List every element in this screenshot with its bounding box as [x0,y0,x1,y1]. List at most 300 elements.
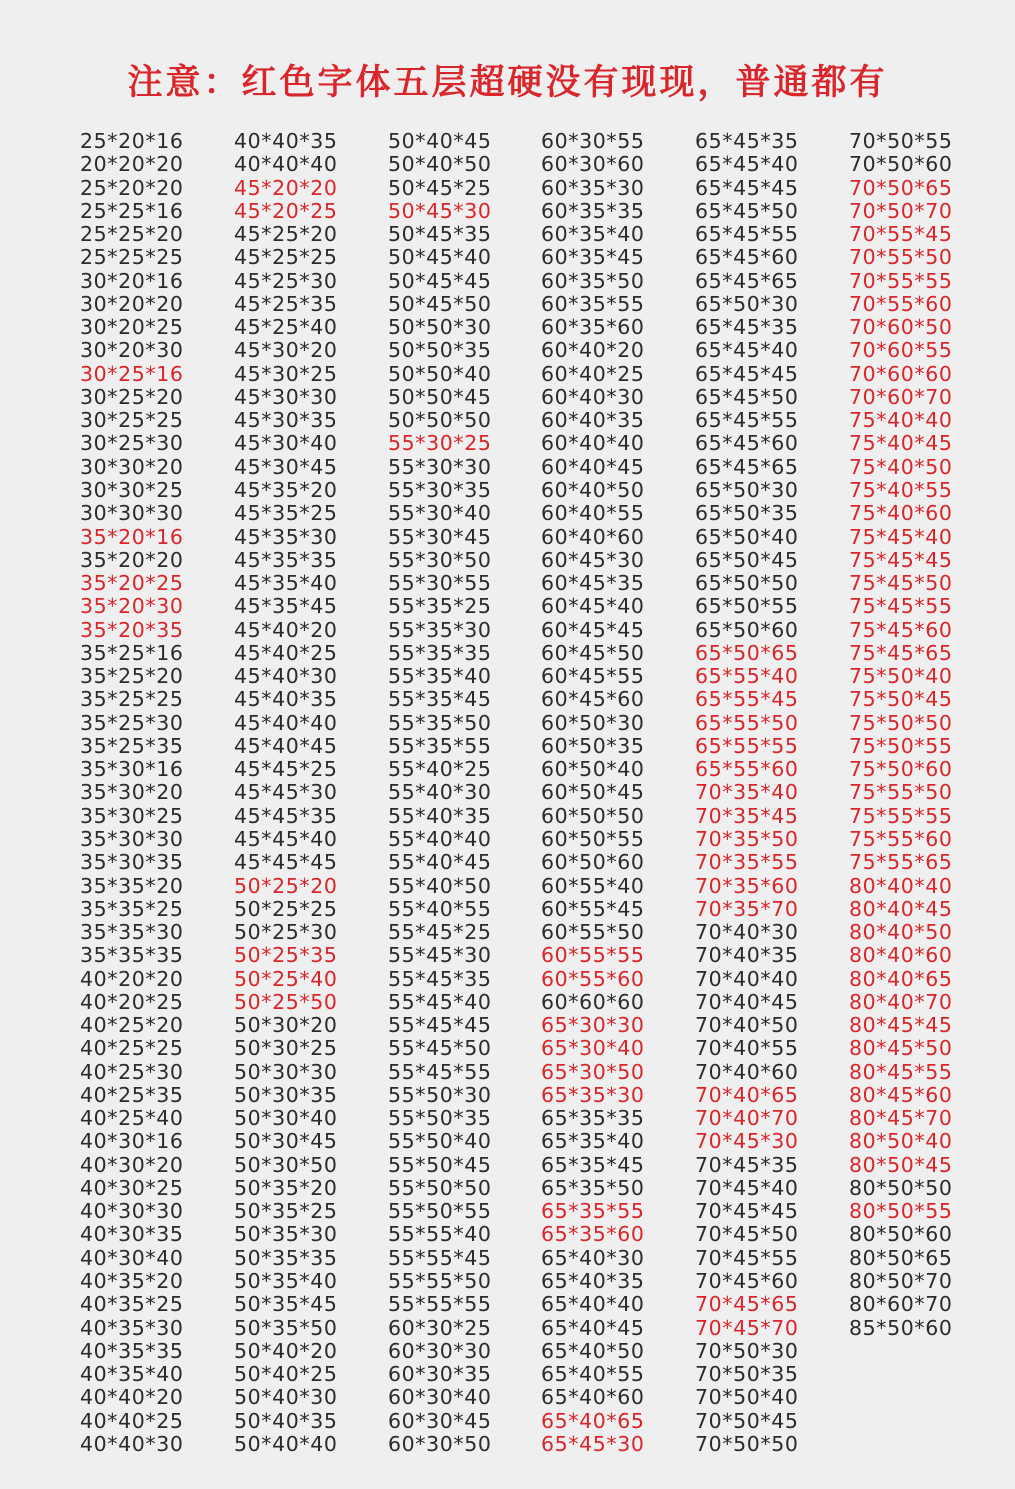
size-item: 80*50*55 [849,1199,953,1224]
size-item: 50*45*35 [388,222,492,247]
size-item: 60*30*40 [388,1385,492,1410]
size-item: 75*55*65 [849,850,953,875]
size-item: 65*40*65 [541,1408,645,1433]
size-item: 55*35*50 [388,710,492,735]
size-item: 60*45*55 [541,664,645,689]
size-item: 65*45*50 [695,384,799,409]
size-item: 80*45*50 [849,1036,953,1061]
size-item: 55*30*25 [388,431,492,456]
size-item: 40*30*35 [80,1222,184,1247]
size-item: 70*40*30 [695,920,799,945]
size-item: 45*45*25 [234,757,338,782]
size-item: 75*55*60 [849,826,953,851]
size-column-1 [80,130,230,1456]
size-item: 60*40*30 [541,384,645,409]
size-item: 30*30*30 [80,501,184,526]
size-item: 55*45*55 [388,1059,492,1084]
size-item: 50*30*20 [234,1013,338,1038]
size-item: 75*40*45 [849,431,953,456]
size-item: 35*25*16 [80,640,184,665]
size-item: 70*40*35 [695,943,799,968]
size-item: 55*40*55 [388,896,492,921]
size-item: 55*30*55 [388,571,492,596]
size-item: 60*50*55 [541,826,645,851]
size-item: 55*30*40 [388,501,492,526]
size-item: 45*30*45 [234,454,338,479]
size-item: 55*55*55 [388,1292,492,1317]
size-item: 70*55*60 [849,291,953,316]
size-item: 45*25*35 [234,291,338,316]
size-item: 60*35*45 [541,245,645,270]
size-item: 70*50*55 [849,129,953,153]
size-item: 70*40*45 [695,989,799,1014]
size-item: 60*45*40 [541,594,645,619]
page-title: 注意：红色字体五层超硬没有现现，普通都有 [127,63,888,103]
size-item: 35*30*30 [80,826,184,851]
size-item: 30*20*30 [80,338,184,363]
size-item: 65*50*60 [695,617,799,642]
size-item: 60*45*35 [541,571,645,596]
size-item: 60*40*40 [541,431,645,456]
size-item: 50*25*50 [234,989,338,1014]
size-item: 40*40*40 [234,152,338,177]
size-item: 50*30*30 [234,1059,338,1084]
size-item: 70*40*50 [695,1013,799,1038]
size-item: 60*30*60 [541,152,645,177]
size-item: 55*40*50 [388,873,492,898]
size-item: 50*40*30 [234,1385,338,1410]
size-item: 75*45*55 [849,594,953,619]
size-item: 60*40*20 [541,338,645,363]
size-item: 35*35*30 [80,920,184,945]
size-item: 60*30*35 [388,1362,492,1387]
size-column-6 [849,130,999,1340]
size-item: 35*20*20 [80,547,184,572]
size-item: 45*30*35 [234,408,338,433]
size-item: 70*60*50 [849,315,953,340]
size-item: 40*35*30 [80,1315,184,1340]
size-item: 75*45*65 [849,640,953,665]
size-item: 45*40*20 [234,617,338,642]
size-item: 50*30*35 [234,1082,338,1107]
size-item: 70*45*70 [695,1315,799,1340]
size-item: 60*40*25 [541,361,645,386]
size-item: 50*25*30 [234,920,338,945]
size-item: 65*45*30 [541,1431,645,1456]
size-item: 55*40*25 [388,757,492,782]
size-item: 65*50*35 [695,501,799,526]
size-item: 70*50*65 [849,175,953,200]
size-item: 30*25*25 [80,408,184,433]
size-item: 65*55*60 [695,757,799,782]
size-item: 55*50*35 [388,1106,492,1131]
size-item: 65*45*45 [695,361,799,386]
size-item: 60*55*45 [541,896,645,921]
size-item: 40*20*25 [80,989,184,1014]
size-item: 70*45*65 [695,1292,799,1317]
size-item: 70*45*50 [695,1222,799,1247]
size-item: 60*60*60 [541,989,645,1014]
size-item: 35*20*30 [80,594,184,619]
size-item: 60*55*40 [541,873,645,898]
size-item: 60*40*55 [541,501,645,526]
size-item: 35*20*35 [80,617,184,642]
size-item: 80*50*40 [849,1129,953,1154]
size-item: 50*30*50 [234,1152,338,1177]
size-item: 65*40*50 [541,1338,645,1363]
size-item: 35*30*35 [80,850,184,875]
size-item: 55*50*45 [388,1152,492,1177]
size-item: 40*40*35 [234,129,338,153]
size-item: 55*35*35 [388,640,492,665]
size-item: 55*40*35 [388,803,492,828]
size-item: 35*30*25 [80,803,184,828]
size-item: 50*40*35 [234,1408,338,1433]
size-item: 45*20*25 [234,198,338,223]
size-item: 55*55*50 [388,1269,492,1294]
size-item: 65*55*50 [695,710,799,735]
size-item: 80*45*70 [849,1106,953,1131]
size-item: 70*45*55 [695,1245,799,1270]
size-item: 70*35*60 [695,873,799,898]
size-item: 70*50*35 [695,1362,799,1387]
size-item: 70*60*70 [849,384,953,409]
size-item: 60*50*35 [541,733,645,758]
size-item: 65*35*50 [541,1175,645,1200]
size-item: 55*35*55 [388,733,492,758]
size-item: 65*30*30 [541,1013,645,1038]
size-item: 35*20*25 [80,571,184,596]
size-item: 65*30*50 [541,1059,645,1084]
size-item: 50*50*40 [388,361,492,386]
size-item: 40*30*25 [80,1175,184,1200]
size-item: 70*50*50 [695,1431,799,1456]
size-item: 65*55*55 [695,733,799,758]
size-item: 60*50*45 [541,780,645,805]
size-item: 50*50*45 [388,384,492,409]
size-item: 70*35*45 [695,803,799,828]
size-item: 55*35*40 [388,664,492,689]
size-item: 55*45*45 [388,1013,492,1038]
size-item: 35*35*35 [80,943,184,968]
size-item: 65*50*55 [695,594,799,619]
size-item: 50*50*35 [388,338,492,363]
size-item: 60*55*55 [541,943,645,968]
size-item: 70*55*50 [849,245,953,270]
size-item: 85*50*60 [849,1315,953,1340]
size-item: 65*45*55 [695,222,799,247]
size-item: 65*40*40 [541,1292,645,1317]
size-item: 70*55*55 [849,268,953,293]
size-item: 40*40*25 [80,1408,184,1433]
size-item: 65*35*45 [541,1152,645,1177]
size-item: 55*55*45 [388,1245,492,1270]
size-item: 40*30*16 [80,1129,184,1154]
size-item: 40*35*20 [80,1269,184,1294]
size-item: 75*40*40 [849,408,953,433]
size-item: 55*50*50 [388,1175,492,1200]
size-item: 40*25*30 [80,1059,184,1084]
size-item: 80*50*70 [849,1269,953,1294]
size-item: 45*40*40 [234,710,338,735]
size-item: 65*35*35 [541,1106,645,1131]
size-item: 30*30*25 [80,477,184,502]
size-item: 50*35*35 [234,1245,338,1270]
size-column-5 [695,130,845,1456]
size-item: 70*60*55 [849,338,953,363]
size-item: 30*20*25 [80,315,184,340]
size-item: 50*45*45 [388,268,492,293]
size-item: 65*45*65 [695,268,799,293]
size-item: 55*35*25 [388,594,492,619]
size-item: 65*45*35 [695,315,799,340]
size-item: 80*50*60 [849,1222,953,1247]
size-item: 70*50*30 [695,1338,799,1363]
size-item: 50*25*20 [234,873,338,898]
size-item: 45*35*45 [234,594,338,619]
size-item: 70*35*40 [695,780,799,805]
size-item: 80*60*70 [849,1292,953,1317]
size-item: 80*40*40 [849,873,953,898]
size-item: 35*30*16 [80,757,184,782]
size-item: 80*40*70 [849,989,953,1014]
size-column-4 [541,130,691,1456]
size-item: 60*40*35 [541,408,645,433]
size-item: 45*40*45 [234,733,338,758]
size-item: 65*45*60 [695,245,799,270]
size-item: 25*20*16 [80,129,184,153]
size-item: 55*30*35 [388,477,492,502]
size-item: 35*25*25 [80,687,184,712]
size-item: 70*50*70 [849,198,953,223]
size-item: 45*40*35 [234,687,338,712]
size-item: 50*45*25 [388,175,492,200]
size-item: 50*40*20 [234,1338,338,1363]
size-item: 65*55*45 [695,687,799,712]
size-item: 40*35*35 [80,1338,184,1363]
size-item: 45*25*40 [234,315,338,340]
size-item: 55*50*55 [388,1199,492,1224]
size-item: 80*40*45 [849,896,953,921]
size-item: 35*25*35 [80,733,184,758]
size-item: 40*20*20 [80,966,184,991]
size-item: 55*40*40 [388,826,492,851]
size-item: 75*45*40 [849,524,953,549]
size-item: 70*45*45 [695,1199,799,1224]
size-item: 35*20*16 [80,524,184,549]
size-item: 60*30*25 [388,1315,492,1340]
size-item: 80*40*65 [849,966,953,991]
size-item: 45*45*35 [234,803,338,828]
size-item: 55*55*40 [388,1222,492,1247]
size-item: 80*50*50 [849,1175,953,1200]
size-item: 70*40*70 [695,1106,799,1131]
size-item: 70*35*55 [695,850,799,875]
size-item: 50*35*30 [234,1222,338,1247]
size-item: 65*50*65 [695,640,799,665]
size-item: 65*45*50 [695,198,799,223]
size-item: 40*25*40 [80,1106,184,1131]
size-item: 55*45*35 [388,966,492,991]
size-item: 40*30*40 [80,1245,184,1270]
size-item: 80*40*50 [849,920,953,945]
size-item: 55*45*25 [388,920,492,945]
size-item: 30*25*16 [80,361,184,386]
size-item: 75*50*50 [849,710,953,735]
size-item: 50*40*50 [388,152,492,177]
size-item: 65*50*45 [695,547,799,572]
size-item: 45*30*30 [234,384,338,409]
size-item: 40*25*35 [80,1082,184,1107]
size-item: 65*45*40 [695,152,799,177]
size-item: 40*30*20 [80,1152,184,1177]
size-item: 60*50*30 [541,710,645,735]
size-item: 70*40*40 [695,966,799,991]
size-item: 75*55*50 [849,780,953,805]
size-column-2 [234,130,384,1456]
size-item: 70*35*50 [695,826,799,851]
size-item: 65*45*45 [695,175,799,200]
size-item: 65*45*65 [695,454,799,479]
size-item: 60*55*50 [541,920,645,945]
size-item: 70*40*65 [695,1082,799,1107]
size-item: 75*40*60 [849,501,953,526]
size-item: 60*30*30 [388,1338,492,1363]
size-item: 45*40*30 [234,664,338,689]
size-item: 50*35*25 [234,1199,338,1224]
size-item: 65*40*45 [541,1315,645,1340]
size-item: 65*35*40 [541,1129,645,1154]
size-item: 75*40*55 [849,477,953,502]
size-item: 75*50*60 [849,757,953,782]
size-item: 55*45*40 [388,989,492,1014]
size-item: 50*35*20 [234,1175,338,1200]
size-item: 55*30*30 [388,454,492,479]
size-item: 50*25*25 [234,896,338,921]
size-item: 35*35*20 [80,873,184,898]
size-item: 80*40*60 [849,943,953,968]
size-item: 65*50*40 [695,524,799,549]
size-item: 40*40*30 [80,1431,184,1456]
size-item: 80*45*60 [849,1082,953,1107]
size-item: 45*35*40 [234,571,338,596]
size-item: 55*50*40 [388,1129,492,1154]
size-column-3 [388,130,538,1456]
size-item: 35*25*30 [80,710,184,735]
size-item: 75*50*45 [849,687,953,712]
size-item: 35*25*20 [80,664,184,689]
size-item: 25*25*25 [80,245,184,270]
size-item: 45*30*25 [234,361,338,386]
size-item: 65*50*30 [695,477,799,502]
size-item: 65*35*30 [541,1082,645,1107]
size-item: 45*45*40 [234,826,338,851]
size-item: 60*30*50 [388,1431,492,1456]
size-item: 75*45*45 [849,547,953,572]
size-item: 45*30*20 [234,338,338,363]
size-item: 65*40*30 [541,1245,645,1270]
size-item: 50*45*50 [388,291,492,316]
size-item: 25*25*16 [80,198,184,223]
size-item: 60*50*40 [541,757,645,782]
size-item: 55*30*45 [388,524,492,549]
size-item: 70*40*55 [695,1036,799,1061]
size-item: 60*40*60 [541,524,645,549]
size-item: 45*35*35 [234,547,338,572]
size-item: 55*50*30 [388,1082,492,1107]
size-item: 60*45*30 [541,547,645,572]
size-item: 60*35*35 [541,198,645,223]
size-item: 50*40*25 [234,1362,338,1387]
size-item: 50*35*50 [234,1315,338,1340]
size-item: 50*45*30 [388,198,492,223]
size-item: 70*50*40 [695,1385,799,1410]
size-item: 60*45*45 [541,617,645,642]
size-item: 75*45*50 [849,571,953,596]
size-item: 30*20*16 [80,268,184,293]
size-item: 50*40*40 [234,1431,338,1456]
size-item: 45*25*30 [234,268,338,293]
size-item: 25*25*20 [80,222,184,247]
size-item: 65*30*40 [541,1036,645,1061]
size-item: 70*55*45 [849,222,953,247]
size-item: 45*40*25 [234,640,338,665]
size-item: 70*35*70 [695,896,799,921]
size-item: 55*35*30 [388,617,492,642]
size-item: 45*35*20 [234,477,338,502]
size-item: 55*45*50 [388,1036,492,1061]
size-item: 20*20*20 [80,152,184,177]
size-item: 80*45*55 [849,1059,953,1084]
size-item: 80*50*65 [849,1245,953,1270]
size-item: 45*30*40 [234,431,338,456]
size-item: 50*50*30 [388,315,492,340]
size-item: 65*45*55 [695,408,799,433]
size-item: 65*40*60 [541,1385,645,1410]
size-item: 55*35*45 [388,687,492,712]
size-item: 75*50*40 [849,664,953,689]
size-item: 60*35*40 [541,222,645,247]
size-item: 60*35*50 [541,268,645,293]
size-item: 70*45*60 [695,1269,799,1294]
size-item: 70*50*45 [695,1408,799,1433]
size-item: 55*40*30 [388,780,492,805]
size-item: 60*50*50 [541,803,645,828]
size-item: 50*30*40 [234,1106,338,1131]
size-item: 50*35*45 [234,1292,338,1317]
size-item: 65*35*55 [541,1199,645,1224]
size-item: 45*20*20 [234,175,338,200]
size-item: 65*55*40 [695,664,799,689]
size-item: 70*60*60 [849,361,953,386]
size-item: 45*25*20 [234,222,338,247]
size-item: 50*25*40 [234,966,338,991]
size-item: 75*40*50 [849,454,953,479]
size-item: 70*50*60 [849,152,953,177]
size-item: 65*50*30 [695,291,799,316]
size-item: 40*30*30 [80,1199,184,1224]
size-item: 65*40*35 [541,1269,645,1294]
size-item: 60*30*45 [388,1408,492,1433]
size-item: 30*20*20 [80,291,184,316]
size-item: 80*45*45 [849,1013,953,1038]
size-item: 70*40*60 [695,1059,799,1084]
size-item: 45*35*25 [234,501,338,526]
size-item: 45*25*25 [234,245,338,270]
size-item: 60*40*45 [541,454,645,479]
size-item: 25*20*20 [80,175,184,200]
size-item: 65*35*60 [541,1222,645,1247]
